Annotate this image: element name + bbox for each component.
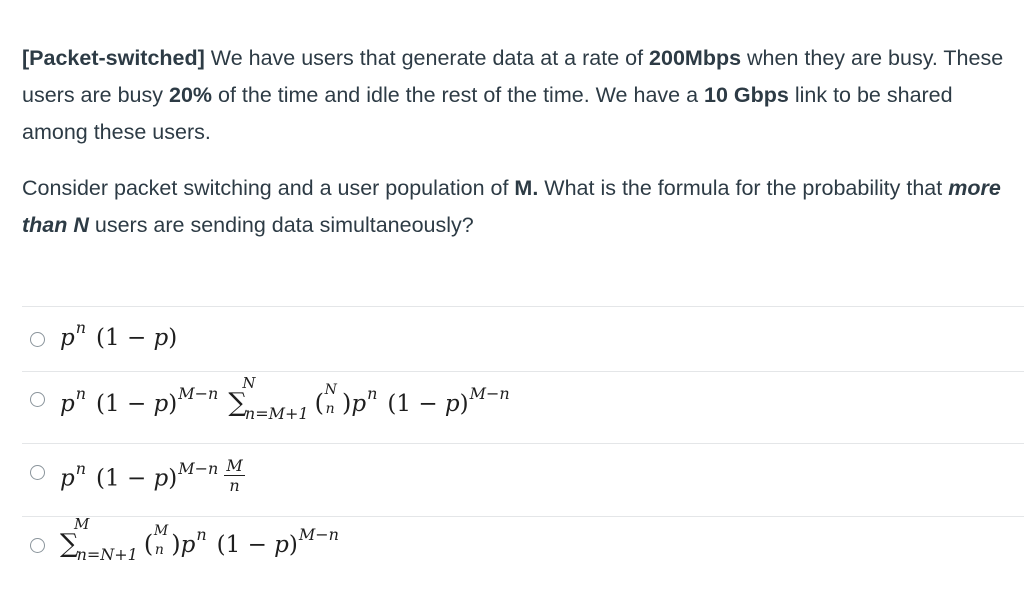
answer-option-1[interactable] xyxy=(22,307,1024,372)
formula-paren: (1 − xyxy=(216,532,275,558)
question-text-segment: when they are busy. These users are busy xyxy=(22,46,1004,107)
fraction-numerator: M xyxy=(226,456,243,475)
binomial-coefficient: ( ) N n xyxy=(314,382,352,417)
answer-option-3[interactable] xyxy=(22,444,1024,517)
formula-exponent: M−n xyxy=(298,525,339,544)
question-text xyxy=(22,40,1012,244)
formula-exponent: M−n xyxy=(469,384,510,403)
answer-option-2[interactable] xyxy=(22,372,1024,444)
summation xyxy=(60,515,138,564)
busy-percent: 20% xyxy=(168,83,213,107)
formula-paren: ) xyxy=(459,391,469,417)
radio-button-1[interactable] xyxy=(30,332,45,347)
formula-exponent: n xyxy=(75,458,87,478)
question-text-segment: link to be shared among these users. xyxy=(22,83,953,144)
formula-paren: (1 − xyxy=(96,325,154,351)
sum-upper-limit: N xyxy=(242,374,256,392)
formula-symbol: p xyxy=(60,391,75,417)
question-tag: [Packet-switched] xyxy=(22,46,205,70)
formula-exponent: n xyxy=(75,384,87,403)
formula-exponent: M−n xyxy=(178,384,219,403)
answer-formula-3 xyxy=(60,456,245,499)
sigma-symbol: ∑ xyxy=(228,388,247,418)
question-text-segment: What is the formula for the probability that xyxy=(538,176,949,200)
formula-paren: (1 − xyxy=(96,465,154,492)
formula-exponent: M−n xyxy=(178,458,219,478)
answer-option-4[interactable] xyxy=(22,517,1024,585)
sum-lower-limit: n=N+1 xyxy=(76,545,138,564)
question-text-segment: We have users that generate data at a rate of xyxy=(204,46,650,70)
sigma-symbol: ∑ xyxy=(60,529,79,559)
formula-paren: (1 − xyxy=(387,391,445,417)
formula-exponent: n xyxy=(367,384,378,403)
formula-symbol: p xyxy=(153,325,169,351)
radio-button-2[interactable] xyxy=(30,392,45,407)
answer-formula-4 xyxy=(60,515,339,564)
sum-upper-limit: M xyxy=(74,515,90,533)
formula-symbol: p xyxy=(180,532,196,558)
link-capacity: 10 Gbps xyxy=(704,83,789,107)
formula-symbol: p xyxy=(153,391,169,417)
radio-button-4[interactable] xyxy=(30,538,45,553)
fraction xyxy=(224,457,244,496)
answer-list xyxy=(22,306,1024,585)
question-paragraph-1 xyxy=(22,40,1012,151)
rate-value: 200Mbps xyxy=(649,46,742,70)
formula-symbol: p xyxy=(444,391,460,417)
formula-symbol: p xyxy=(351,391,367,417)
formula-symbol: p xyxy=(60,465,75,492)
formula-paren: ) xyxy=(288,532,298,558)
binom-top: M xyxy=(153,523,169,539)
formula-paren: ) xyxy=(168,391,178,417)
formula-symbol: p xyxy=(60,325,75,351)
formula-exponent: n xyxy=(75,318,87,337)
formula-paren: ) xyxy=(168,465,178,492)
sum-lower-limit: n=M+1 xyxy=(244,404,309,423)
binom-bottom: n xyxy=(154,542,164,558)
population-variable: M. xyxy=(514,176,539,200)
binom-bottom: n xyxy=(325,401,335,417)
formula-symbol: p xyxy=(153,465,169,492)
fraction-denominator: n xyxy=(229,476,240,495)
formula-exponent: n xyxy=(196,525,207,544)
binomial-coefficient: ( ) M n xyxy=(143,523,181,558)
formula-paren: ) xyxy=(168,325,178,351)
question-text-segment: of the time and idle the rest of the time. We have a xyxy=(212,83,705,107)
formula-paren: (1 − xyxy=(96,391,154,417)
question-paragraph-2 xyxy=(22,170,1012,244)
emphasis-more-than-n: more than N xyxy=(22,176,1001,237)
radio-button-3[interactable] xyxy=(30,465,45,480)
answer-formula-2 xyxy=(60,374,510,423)
answer-formula-1 xyxy=(60,318,178,351)
summation xyxy=(228,374,309,423)
question-text-segment: users are sending data simultaneously? xyxy=(88,213,474,237)
formula-symbol: p xyxy=(274,532,289,558)
binom-top: N xyxy=(324,382,337,398)
question-text-segment: Consider packet switching and a user population of xyxy=(22,176,515,200)
